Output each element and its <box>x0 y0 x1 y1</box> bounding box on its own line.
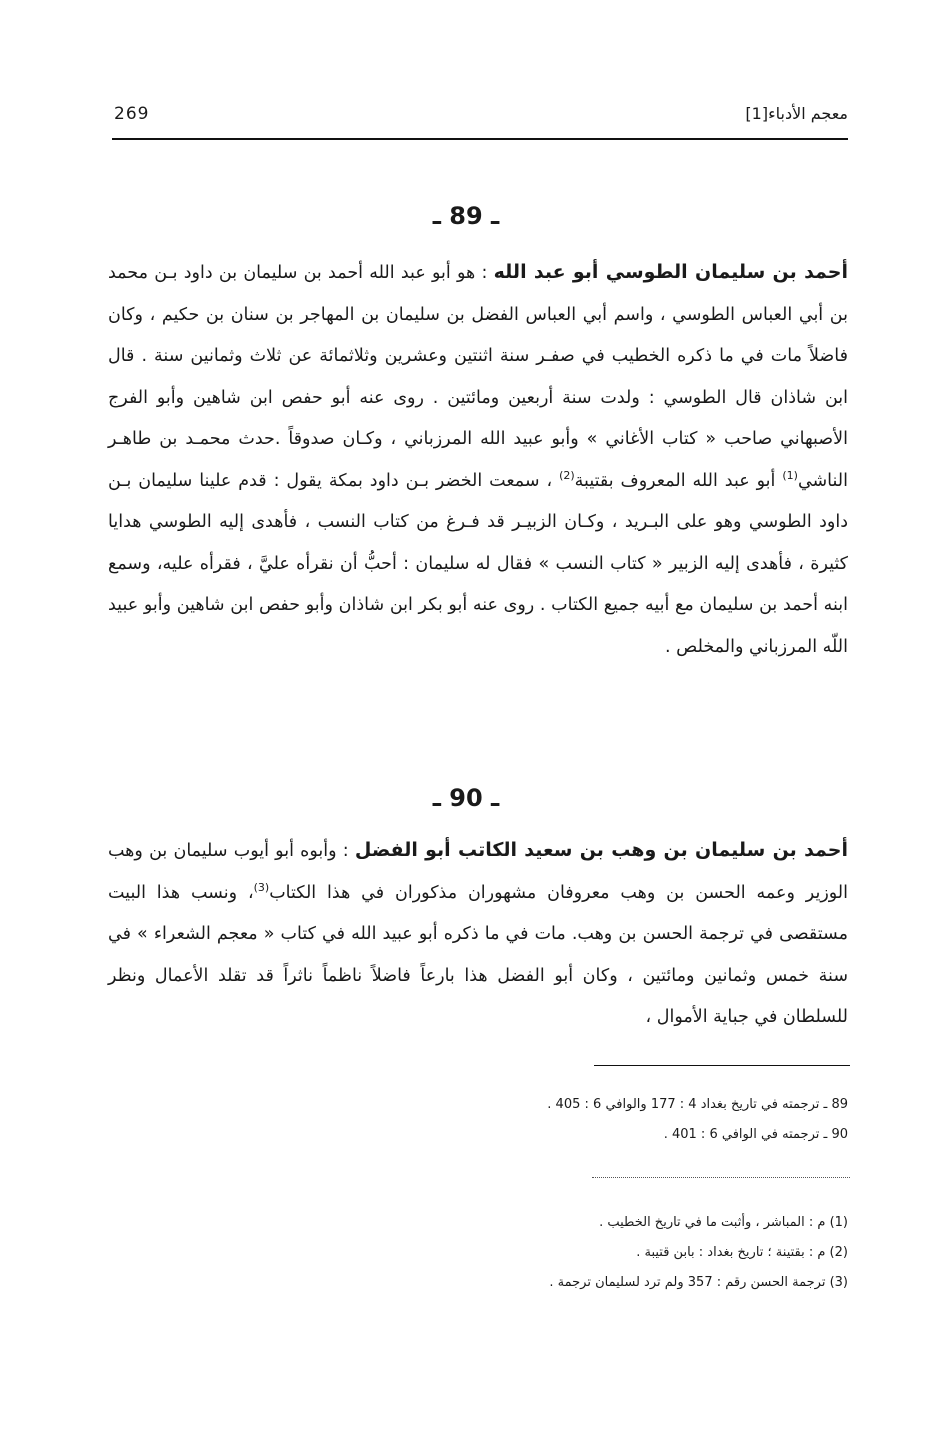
book-title: معجم الأدباء[1] <box>745 104 848 123</box>
source-note-89: 89 ـ ترجمته في تاريخ بغداد 4 : 177 والوافي 6 : 405 . <box>547 1097 848 1112</box>
page-number: 269 <box>114 104 150 124</box>
entry-89-text <box>108 252 848 668</box>
dotted-separator <box>592 1177 850 1178</box>
entry-90-paragraph-part-1: وأبوه أبو أيوب سليمان بن وهب الوزير وعمه الحسن بن وهب معروفان مشهوران مذكوران في هذا الكتاب <box>108 841 849 903</box>
source-notes <box>547 1090 848 1150</box>
footnote-ref-2[interactable]: (2) <box>559 468 575 482</box>
footnote-1: (1) م : المباشر ، وأثبت ما في تاريخ الخطيب . <box>599 1215 848 1230</box>
footnote-ref-3[interactable]: (3) <box>253 880 270 894</box>
footnote-ref-1[interactable]: (1) <box>782 468 798 482</box>
footnotes <box>549 1208 848 1298</box>
entry-90-text <box>108 830 848 1039</box>
entry-89-paragraph-part-1: هو أبو عبد الله أحمد بن سليمان بن داود بـن محمد بن أبي العباس الطوسي ، واسم أبي العباس الفضل بن سليمان بن المهاجر بن سنان بن حكيم ، وكان فاضلاً مات في ما ذكره الخطيب في صفـر سنة اثنتين وعشرين وثلاثمائة عن ثلاث وثمانين سنة . قال ابن شاذان قال الطوسي : ولدت سنة أربعين ومائتين . روى عنه أبو حفص ابن شاهين وأبو الفرج الأصبهاني صاحب « كتاب الأغاني » وأبو عبيد الله المرزباني ، وكـان صدوقاً .حدث محمـد بن طاهـر الناشي <box>108 263 848 491</box>
entry-89-separator: : <box>475 263 494 283</box>
entry-90-paragraph-part-2: ، ونسب هذا البيت مستقصى في ترجمة الحسن بن وهب. مات في ما ذكره أبو عبيد الله في كتاب « معجم الشعراء » في سنة خمس وثمانين ومائتين ، وكان أبو الفضل هذا بارعاً فاضلاً ناظماً ناثراً قد تقلد الأعمال ونظر للسلطان في جباية الأموال ، <box>108 882 848 1027</box>
running-head <box>110 104 848 132</box>
footnote-2: (2) م : بقتينة ؛ تاريخ بغداد : بابن قتيبة . <box>636 1245 848 1260</box>
entry-number-90: ـ 90 ـ <box>432 784 500 812</box>
footnote-3: (3) ترجمة الحسن رقم : 357 ولم ترد لسليمان ترجمة . <box>549 1275 848 1290</box>
entry-number-89: ـ 89 ـ <box>432 202 500 230</box>
entry-89-paragraph-part-2: أبو عبد الله المعروف بقتيبة <box>574 470 783 491</box>
source-note-90: 90 ـ ترجمته في الوافي 6 : 401 . <box>663 1127 848 1142</box>
entry-89-paragraph-part-3: ، سمعت الخضر بـن داود بمكة يقول : قدم علينا سليمان بـن داود الطوسي وهو على البـريد ، وكـان الزبيـر قد فـرغ من كتاب النسب ، فأهدى إليه الطوسي هدايا كثيرة ، فأهدى إليه الزبير « كتاب النسب » فقال له سليمان : أحبُّ أن نقرأه عليَّ ، فقرأه عليه، وسمع ابنه أحمد بن سليمان مع أبيه جميع الكتاب . روى عنه أبو بكر ابن شاذان وأبو حفص ابن شاهين وأبو عبيد اللّه المرزباني والمخلص . <box>108 470 848 657</box>
footnote-rule <box>594 1065 850 1066</box>
entry-90-name: أحمد بن سليمان بن وهب بن سعيد الكاتب أبو الفضل <box>354 839 848 861</box>
entry-89-name: أحمد بن سليمان الطوسي أبو عبد الله <box>493 261 848 283</box>
header-rule <box>112 138 848 140</box>
entry-90-separator: : <box>336 841 355 861</box>
